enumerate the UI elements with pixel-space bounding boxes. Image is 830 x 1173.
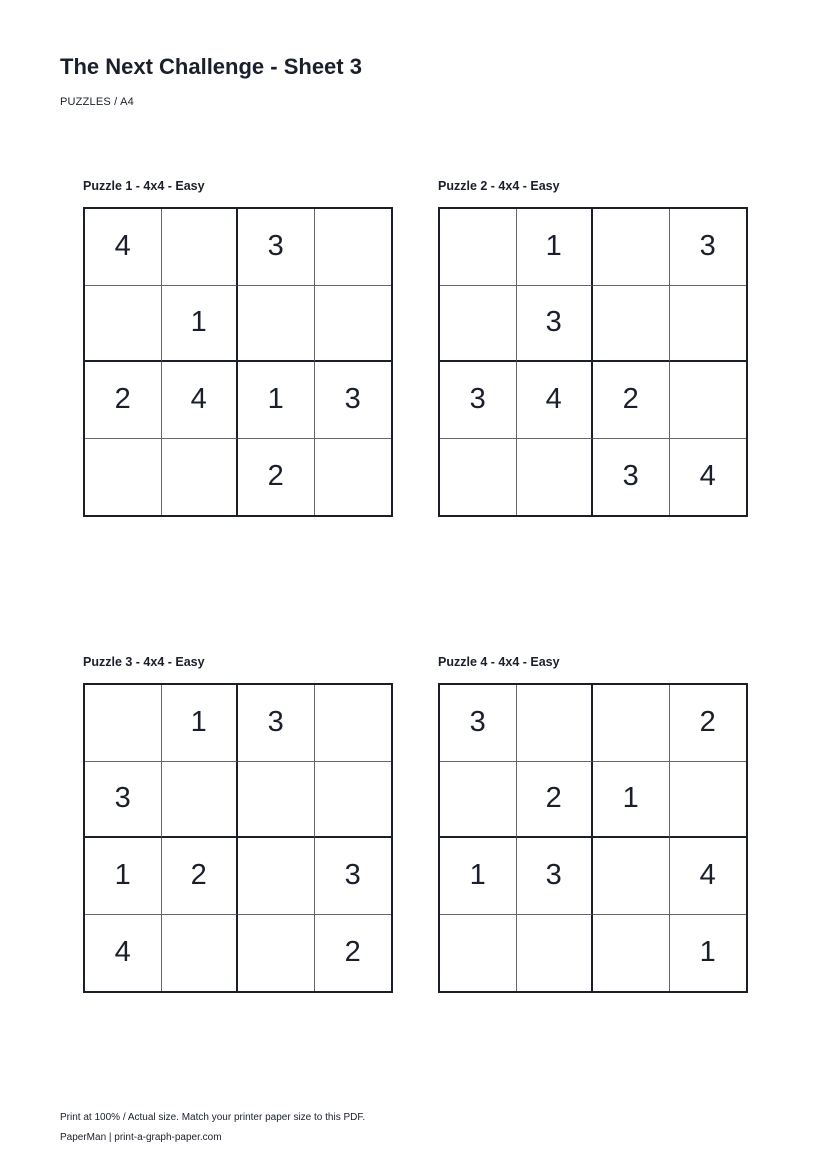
page-subtitle: PUZZLES / A4 bbox=[60, 96, 134, 108]
puzzle-grid bbox=[438, 683, 748, 993]
grid-cell[interactable] bbox=[517, 915, 594, 992]
grid-cell[interactable] bbox=[85, 286, 162, 363]
grid-cell[interactable] bbox=[238, 838, 315, 915]
grid-cell[interactable] bbox=[238, 286, 315, 363]
footer-credit: PaperMan | print-a-graph-paper.com bbox=[60, 1132, 222, 1143]
grid-cell[interactable] bbox=[315, 286, 392, 363]
grid-cell[interactable]: 4 bbox=[670, 838, 747, 915]
grid-cell[interactable]: 1 bbox=[699, 936, 716, 969]
grid-cell[interactable]: 1 bbox=[238, 362, 315, 439]
grid-cell[interactable] bbox=[162, 209, 239, 286]
grid-cell[interactable] bbox=[440, 209, 517, 286]
grid-cell[interactable]: 4 bbox=[85, 209, 162, 286]
grid-cell[interactable]: 1 bbox=[162, 685, 239, 762]
grid-cell[interactable]: 3 bbox=[238, 685, 315, 762]
grid-cell[interactable] bbox=[238, 915, 315, 992]
puzzle-grid bbox=[83, 207, 393, 517]
grid-cell[interactable]: 4 bbox=[162, 362, 239, 439]
puzzle-label: Puzzle 1 - 4x4 - Easy bbox=[83, 179, 205, 193]
puzzle-label: Puzzle 3 - 4x4 - Easy bbox=[83, 655, 205, 669]
grid-cell[interactable]: 1 bbox=[162, 286, 239, 363]
grid-cell[interactable]: 3 bbox=[517, 286, 594, 363]
grid-cell[interactable]: 4 bbox=[699, 460, 716, 493]
grid-cell[interactable]: 3 bbox=[670, 209, 747, 286]
grid-cell[interactable]: 3 bbox=[593, 439, 670, 516]
grid-cell[interactable]: 2 bbox=[162, 838, 239, 915]
grid-cell[interactable] bbox=[593, 838, 670, 915]
grid-cell[interactable]: 2 bbox=[670, 685, 747, 762]
grid-cell[interactable]: 4 bbox=[517, 362, 594, 439]
grid-cell[interactable]: 3 bbox=[440, 685, 517, 762]
grid-cell[interactable] bbox=[315, 439, 392, 516]
grid-cell[interactable]: 2 bbox=[593, 362, 670, 439]
grid-cell[interactable]: 3 bbox=[85, 762, 162, 839]
grid-cell[interactable]: 3 bbox=[238, 209, 315, 286]
grid-cell[interactable]: 3 bbox=[517, 838, 594, 915]
grid-cell[interactable] bbox=[517, 685, 594, 762]
grid-cell[interactable] bbox=[670, 762, 747, 839]
grid-cell[interactable]: 4 bbox=[85, 915, 162, 992]
grid-cell[interactable] bbox=[440, 915, 517, 992]
grid-cell[interactable]: 2 bbox=[517, 762, 594, 839]
grid-cell[interactable]: 3 bbox=[315, 838, 392, 915]
grid-cell[interactable] bbox=[162, 762, 239, 839]
print-instructions: Print at 100% / Actual size. Match your printer paper size to this PDF. bbox=[60, 1112, 366, 1123]
grid-cell[interactable] bbox=[593, 685, 670, 762]
puzzle-grid bbox=[438, 207, 748, 517]
grid-cell[interactable] bbox=[85, 685, 162, 762]
grid-cell[interactable] bbox=[593, 209, 670, 286]
grid-cell[interactable]: 2 bbox=[238, 439, 315, 516]
grid-cell[interactable]: 3 bbox=[440, 362, 517, 439]
grid-cell[interactable] bbox=[440, 762, 517, 839]
grid-cell[interactable]: 1 bbox=[517, 209, 594, 286]
grid-cell[interactable] bbox=[440, 439, 517, 516]
puzzle-label: Puzzle 4 - 4x4 - Easy bbox=[438, 655, 560, 669]
grid-cell[interactable] bbox=[162, 915, 239, 992]
grid-cell[interactable] bbox=[440, 286, 517, 363]
grid-cell[interactable] bbox=[238, 762, 315, 839]
grid-cell[interactable] bbox=[517, 439, 594, 516]
grid-cell[interactable] bbox=[593, 286, 670, 363]
grid-cell[interactable]: 1 bbox=[440, 838, 517, 915]
grid-cell[interactable]: 1 bbox=[85, 838, 162, 915]
grid-cell[interactable]: 3 bbox=[315, 362, 392, 439]
grid-cell[interactable] bbox=[315, 209, 392, 286]
puzzle-grid bbox=[83, 683, 393, 993]
grid-cell[interactable]: 2 bbox=[344, 936, 361, 969]
grid-cell[interactable] bbox=[85, 439, 162, 516]
grid-cell[interactable]: 1 bbox=[593, 762, 670, 839]
grid-cell[interactable] bbox=[593, 915, 670, 992]
page-title: The Next Challenge - Sheet 3 bbox=[60, 54, 362, 79]
grid-cell[interactable] bbox=[670, 286, 747, 363]
grid-cell[interactable] bbox=[670, 362, 747, 439]
puzzle-label: Puzzle 2 - 4x4 - Easy bbox=[438, 179, 560, 193]
grid-cell[interactable] bbox=[315, 685, 392, 762]
grid-cell[interactable] bbox=[162, 439, 239, 516]
grid-cell[interactable]: 2 bbox=[85, 362, 162, 439]
grid-cell[interactable] bbox=[315, 762, 392, 839]
